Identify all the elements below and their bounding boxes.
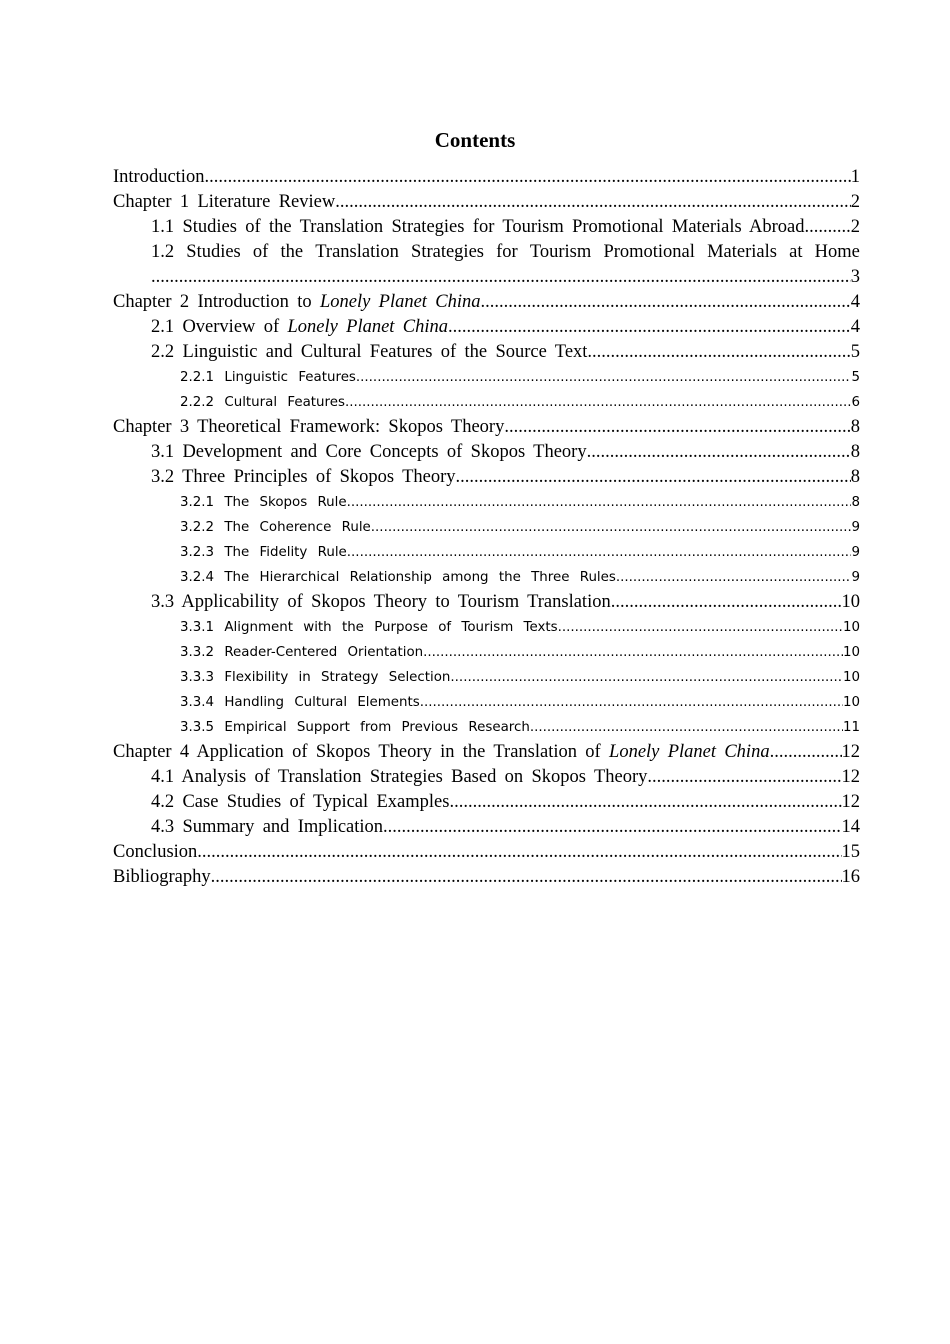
dot-leader (356, 365, 852, 390)
toc-entry-3-3[interactable] (113, 590, 860, 615)
dot-leader (211, 865, 842, 890)
toc-page-number: 4 (850, 292, 860, 312)
toc-page-number: 4 (850, 317, 860, 337)
toc-page-number: 12 (841, 742, 860, 762)
dot-leader (420, 690, 843, 715)
toc-page-number: 16 (841, 867, 860, 887)
dot-leader (371, 515, 852, 540)
dot-leader (383, 815, 841, 840)
dot-leader (504, 415, 850, 440)
toc-entry-chapter-4[interactable] (113, 740, 860, 765)
toc-page-number: 2 (850, 192, 860, 212)
dot-leader (347, 540, 852, 565)
toc-entry-label: Chapter 1 Literature Review (113, 192, 336, 212)
toc-page-number: 10 (842, 620, 860, 635)
toc-entry-3-2-1[interactable] (113, 490, 860, 515)
toc-page-number: 9 (851, 520, 860, 535)
toc-entry-label: 4.3 Summary and Implication (151, 817, 384, 837)
dot-leader (587, 340, 850, 365)
toc-entry-3-2[interactable] (113, 465, 860, 490)
toc-entry-label: 3.2.1 The Skopos Rule (180, 495, 347, 510)
toc-entry-label: 3.3.2 Reader-Centered Orientation (180, 645, 424, 660)
toc-entry-introduction[interactable] (113, 165, 860, 190)
toc-page-number: 14 (841, 817, 860, 837)
toc-page-number: 10 (842, 670, 860, 685)
toc-entry-label: 2.2.1 Linguistic Features (180, 370, 356, 385)
toc-entry-3-1[interactable] (113, 440, 860, 465)
toc-entry-4-2[interactable] (113, 790, 860, 815)
dot-leader (809, 215, 851, 240)
toc-entry-label: 3.2.3 The Fidelity Rule (180, 545, 347, 560)
toc-entry-conclusion[interactable] (113, 840, 860, 865)
toc-page-number: 5 (851, 370, 860, 385)
toc-entry-label: 3.3.3 Flexibility in Strategy Selection (180, 670, 451, 685)
toc-entry-label: 3.2.2 The Coherence Rule (180, 520, 371, 535)
toc-page-number: 11 (842, 720, 860, 735)
dot-leader (616, 565, 852, 590)
toc-entry-label: Chapter 2 Introduction to Lonely Planet China (113, 292, 481, 312)
dot-leader (335, 190, 851, 215)
toc-page-number: 9 (851, 570, 860, 585)
toc-entry-1-2[interactable] (113, 240, 860, 290)
toc-entry-3-3-1[interactable] (113, 615, 860, 640)
toc-entry-4-3[interactable] (113, 815, 860, 840)
dot-leader (347, 490, 852, 515)
toc-page-number: 10 (841, 592, 860, 612)
toc-entry-label: 4.2 Case Studies of Typical Examples (151, 792, 450, 812)
toc-entry-label: 2.2 Linguistic and Cultural Features of the Source Text (151, 342, 588, 362)
toc-entry-chapter-1[interactable] (113, 190, 860, 215)
dot-leader (345, 390, 852, 415)
toc-page-number: 10 (842, 645, 860, 660)
toc-entry-3-3-5[interactable] (113, 715, 860, 740)
toc-entry-3-3-2[interactable] (113, 640, 860, 665)
toc-entry-3-2-2[interactable] (113, 515, 860, 540)
toc-entry-4-1[interactable] (113, 765, 860, 790)
toc-page-number: 8 (850, 417, 860, 437)
toc-entry-2-2-2[interactable] (113, 390, 860, 415)
toc-entry-label: 3.3.4 Handling Cultural Elements (180, 695, 420, 710)
toc-entry-label: 3.3.1 Alignment with the Purpose of Tourism Texts (180, 620, 558, 635)
toc-entry-label: Bibliography (113, 867, 211, 887)
toc-entry-label: 3.3.5 Empirical Support from Previous Research (180, 720, 530, 735)
toc-entry-bibliography[interactable] (113, 865, 860, 890)
dot-leader (558, 615, 843, 640)
toc-entry-label: 3.3 Applicability of Skopos Theory to Tourism Translation (151, 592, 611, 612)
toc-entry-3-3-3[interactable] (113, 665, 860, 690)
toc-page-number: 3 (850, 267, 860, 287)
toc-page-number: 8 (850, 467, 860, 487)
toc-page-number: 2 (850, 217, 860, 237)
toc-entry-label: 2.2.2 Cultural Features (180, 395, 345, 410)
toc-page-number: 1 (850, 167, 860, 187)
dot-leader (197, 840, 841, 865)
dot-leader (456, 465, 851, 490)
toc-page-number: 12 (841, 767, 860, 787)
toc-entry-label: Chapter 4 Application of Skopos Theory in the Translation of Lonely Planet China (113, 742, 770, 762)
toc-entry-label: 3.1 Development and Core Concepts of Skopos Theory (151, 442, 587, 462)
dot-leader (450, 665, 843, 690)
toc-entry-2-2[interactable] (113, 340, 860, 365)
toc-entry-label: 3.2.4 The Hierarchical Relationship among the Three Rules (180, 570, 616, 585)
table-of-contents (113, 165, 860, 890)
toc-entry-label-justified: 1.2 Studies of the Translation Strategies for Tourism Promotional Materials at Home (151, 242, 860, 262)
dot-leader (530, 715, 843, 740)
book-title: Lonely Planet China (287, 317, 448, 337)
book-title: Lonely Planet China (319, 292, 481, 312)
toc-page-number: 10 (842, 695, 860, 710)
dot-leader (204, 165, 850, 190)
dot-leader (647, 765, 841, 790)
dot-leader (481, 290, 851, 315)
toc-entry-label: Conclusion (113, 842, 198, 862)
toc-entry-3-2-4[interactable] (113, 565, 860, 590)
toc-entry-label: 1.1 Studies of the Translation Strategies for Tourism Promotional Materials Abroad. (151, 217, 810, 237)
toc-entry-2-2-1[interactable] (113, 365, 860, 390)
toc-entry-2-1[interactable] (113, 315, 860, 340)
toc-title: Contents (434, 128, 516, 152)
dot-leader (448, 315, 851, 340)
dot-leader (770, 740, 842, 765)
dot-leader (587, 440, 851, 465)
toc-entry-chapter-3[interactable] (113, 415, 860, 440)
toc-page-number: 15 (841, 842, 860, 862)
book-title: Lonely Planet China (609, 742, 770, 762)
toc-entry-3-3-4[interactable] (113, 690, 860, 715)
toc-page-number: 8 (851, 495, 860, 510)
toc-entry-label: 2.1 Overview of Lonely Planet China (151, 317, 448, 337)
toc-entry-label: Chapter 3 Theoretical Framework: Skopos Theory (113, 417, 505, 437)
dot-leader (423, 640, 843, 665)
toc-entry-label: 3.2 Three Principles of Skopos Theory (151, 467, 456, 487)
toc-page-number: 6 (851, 395, 860, 410)
toc-entry-label: Introduction (113, 167, 205, 187)
toc-page-number: 9 (851, 545, 860, 560)
toc-entry-chapter-2[interactable] (113, 290, 860, 315)
toc-page-number: 12 (841, 792, 860, 812)
toc-entry-label: 4.1 Analysis of Translation Strategies Based on Skopos Theory (151, 767, 648, 787)
toc-page-number: 5 (850, 342, 860, 362)
dot-leader (611, 590, 842, 615)
toc-entry-3-2-3[interactable] (113, 540, 860, 565)
toc-entry-1-1[interactable] (113, 215, 860, 240)
dot-leader (449, 790, 841, 815)
toc-page-number: 8 (850, 442, 860, 462)
dot-leader (151, 265, 851, 290)
